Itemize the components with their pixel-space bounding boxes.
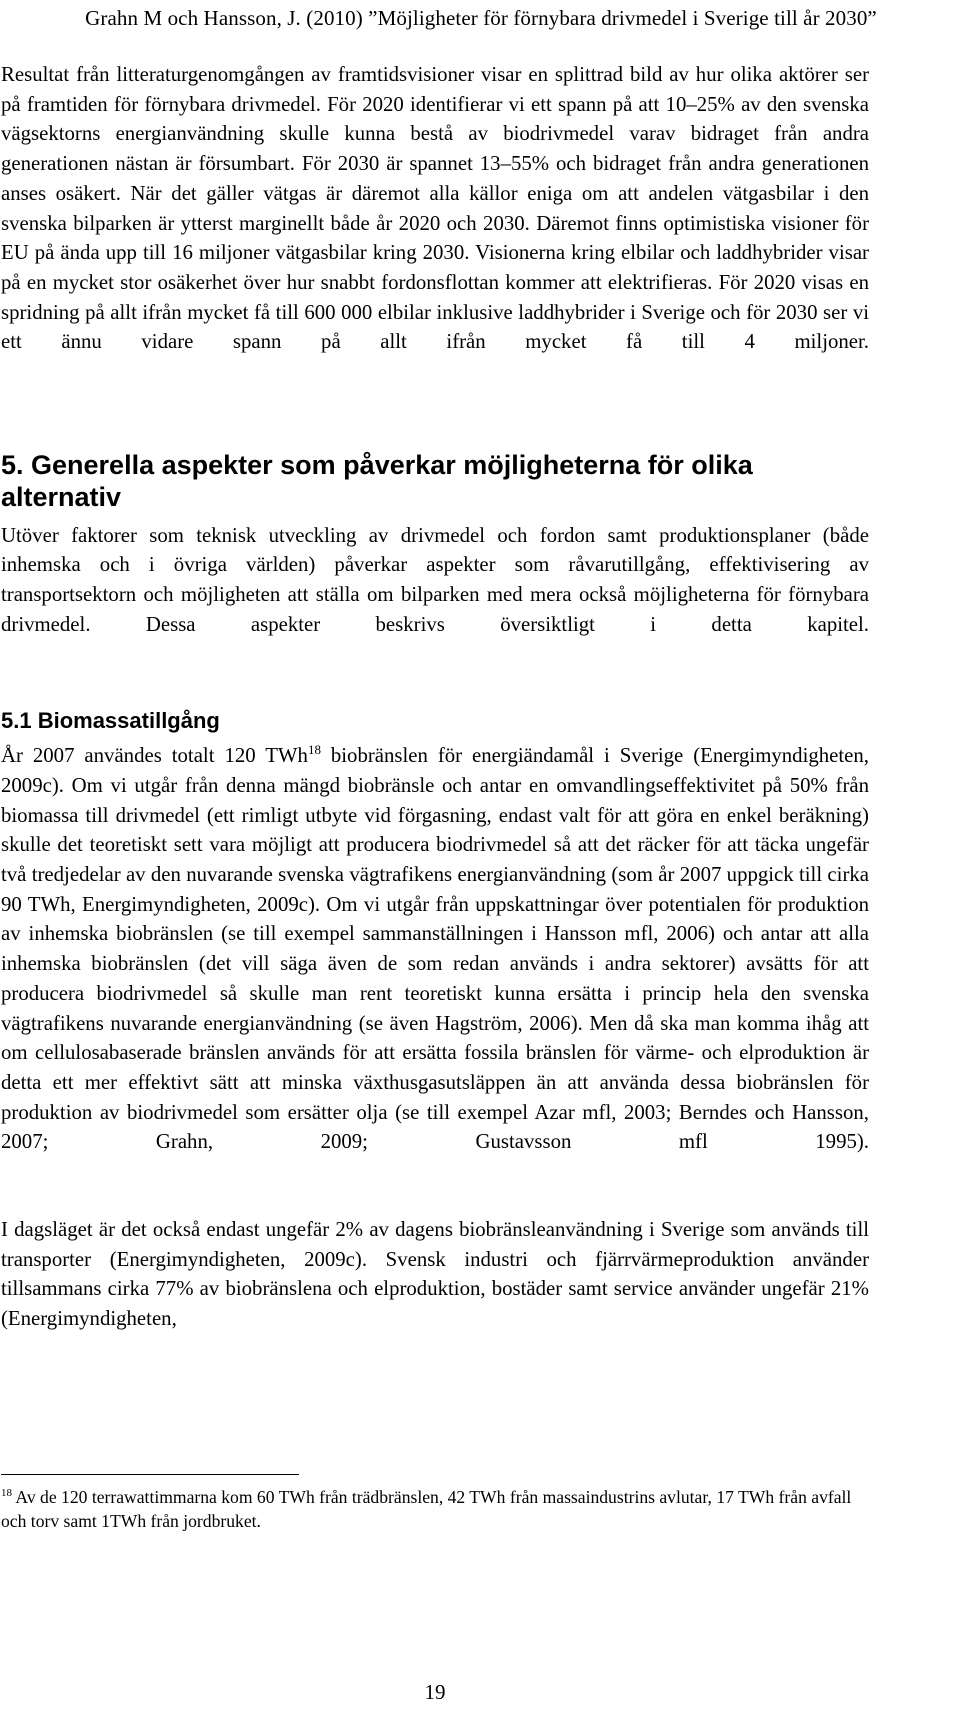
- page-body: [1, 60, 869, 1363]
- footnote-reference-18[interactable]: 18: [307, 742, 321, 758]
- results-paragraph: Resultat från litteraturgenomgången av framtidsvisioner visar en splittrad bild av hur olika aktörer ser på framtiden för förnybara drivmedel. För 2020 identifierar vi ett spann på att 10–25% av den svenska vägsektorns energianvändning skulle kunna bestå av biodrivmedel varav bidraget från andra generationen nästan är försumbart. För 2030 är spannet 13–55% och bidraget från andra generationen anses osäkert. När det gäller vätgas är däremot alla källor eniga om att andelen vätgasbilar i den svenska bilparken är ytterst marginellt både år 2020 och 2030. Däremot finns optimistiska visioner för EU på ända upp till 16 miljoner vätgasbilar kring 2030. Visionerna kring elbilar och laddhybrider visar på en mycket stor osäkerhet över hur snabbt fordonsflottan kommer att elektrifieras. För 2020 visas en spridning på allt ifrån mycket få till 600 000 elbilar inklusive laddhybrider i Sverige och för 2030 ser vi ett ännu vidare spann på allt ifrån mycket få till 4 miljoner.: [1, 63, 869, 354]
- footnote-text: Av de 120 terrawattimmarna kom 60 TWh från trädbränslen, 42 TWh från massaindustrins avlutar, 17 TWh från avfall och torv samt 1TWh från jordbruket.: [1, 1487, 852, 1531]
- section-5-1-paragraph-1: [1, 741, 869, 1187]
- section-5-heading: 5. Generella aspekter som påverkar möjligheterna för olika alternativ: [1, 449, 753, 512]
- section-5-paragraph: Utöver faktorer som teknisk utveckling av drivmedel och fordon samt produktionsplaner (både inhemska och i övriga världen) påverkar aspekter som råvarutillgång, effektivisering av transportsektorn och möjligheten att ställa om bilparken med mera också möjligheterna för förnybara drivmedel. Dessa aspekter beskrivs översiktligt i detta kapitel.: [1, 523, 869, 636]
- section-5-1-paragraph-2: I dagsläget är det också endast ungefär 2% av dagens biobränsleanvändning i Sverige som används till transporter (Energimyndigheten, 2009c). Svensk industri och fjärrvärmeproduktion använder tillsammans cirka 77% av biobränslena och elproduktion, bostäder samt service använder ungefär 21% (Energimyndigheten,: [1, 1217, 869, 1330]
- section-5-1-paragraph-1-start: År 2007 användes totalt 120 TWh: [1, 744, 308, 768]
- page-number: 19: [424, 1680, 446, 1704]
- footnote-18: [1, 1485, 869, 1533]
- footnote-marker: 18: [1, 1487, 12, 1500]
- running-header-title: Grahn M och Hansson, J. (2010) ”Möjligheter för förnybara drivmedel i Sverige till år 2030”: [85, 6, 877, 30]
- footnote-separator: [1, 1474, 299, 1475]
- section-5-1-heading: 5.1 Biomassatillgång: [1, 708, 220, 734]
- running-header: [1, 6, 960, 31]
- section-5-1-paragraph-1-rest: biobränslen för energiändamål i Sverige (Energimyndigheten, 2009c). Om vi utgår från denna mängd biobränsle och antar en omvandlingseffektivitet på 50% från biomassa till drivmedel (ett rimligt utbyte vid förgasning, endast valt för att göra en enkel beräkning) skulle det teoretiskt sett vara möjligt att producera biodrivmedel så att det räcker för att täcka ungefär två tredjedelar av den nuvarande svenska vägtrafikens energianvändning (som år 2007 uppgick till cirka 90 TWh, Energimyndigheten, 2009c). Om vi utgår från uppskattningar över potentialen för produktion av inhemska biobränslen (se till exempel sammanställningen i Hansson mfl, 2006) och antar att alla inhemska biobränslen (det vill säga även de som redan används i andra sektorer) avsätts för att producera biodrivmedel så skulle man rent teoretiskt kunna ersätta i princip hela den svenska vägtrafikens nuvarande energianvändning (se även Hagström, 2006). Men då ska man komma ihåg att om cellulosabaserade bränslen används för att ersätta fossila bränslen för värme- och elproduktion är detta ett mer effektivt sätt att minska växthusgasutsläppen än att använda dessa biobränslen för produktion av biodrivmedel som ersätter olja (se till exempel Azar mfl, 2003; Berndes och Hansson, 2007; Grahn, 2009; Gustavsson mfl 1995).: [1, 744, 869, 1154]
